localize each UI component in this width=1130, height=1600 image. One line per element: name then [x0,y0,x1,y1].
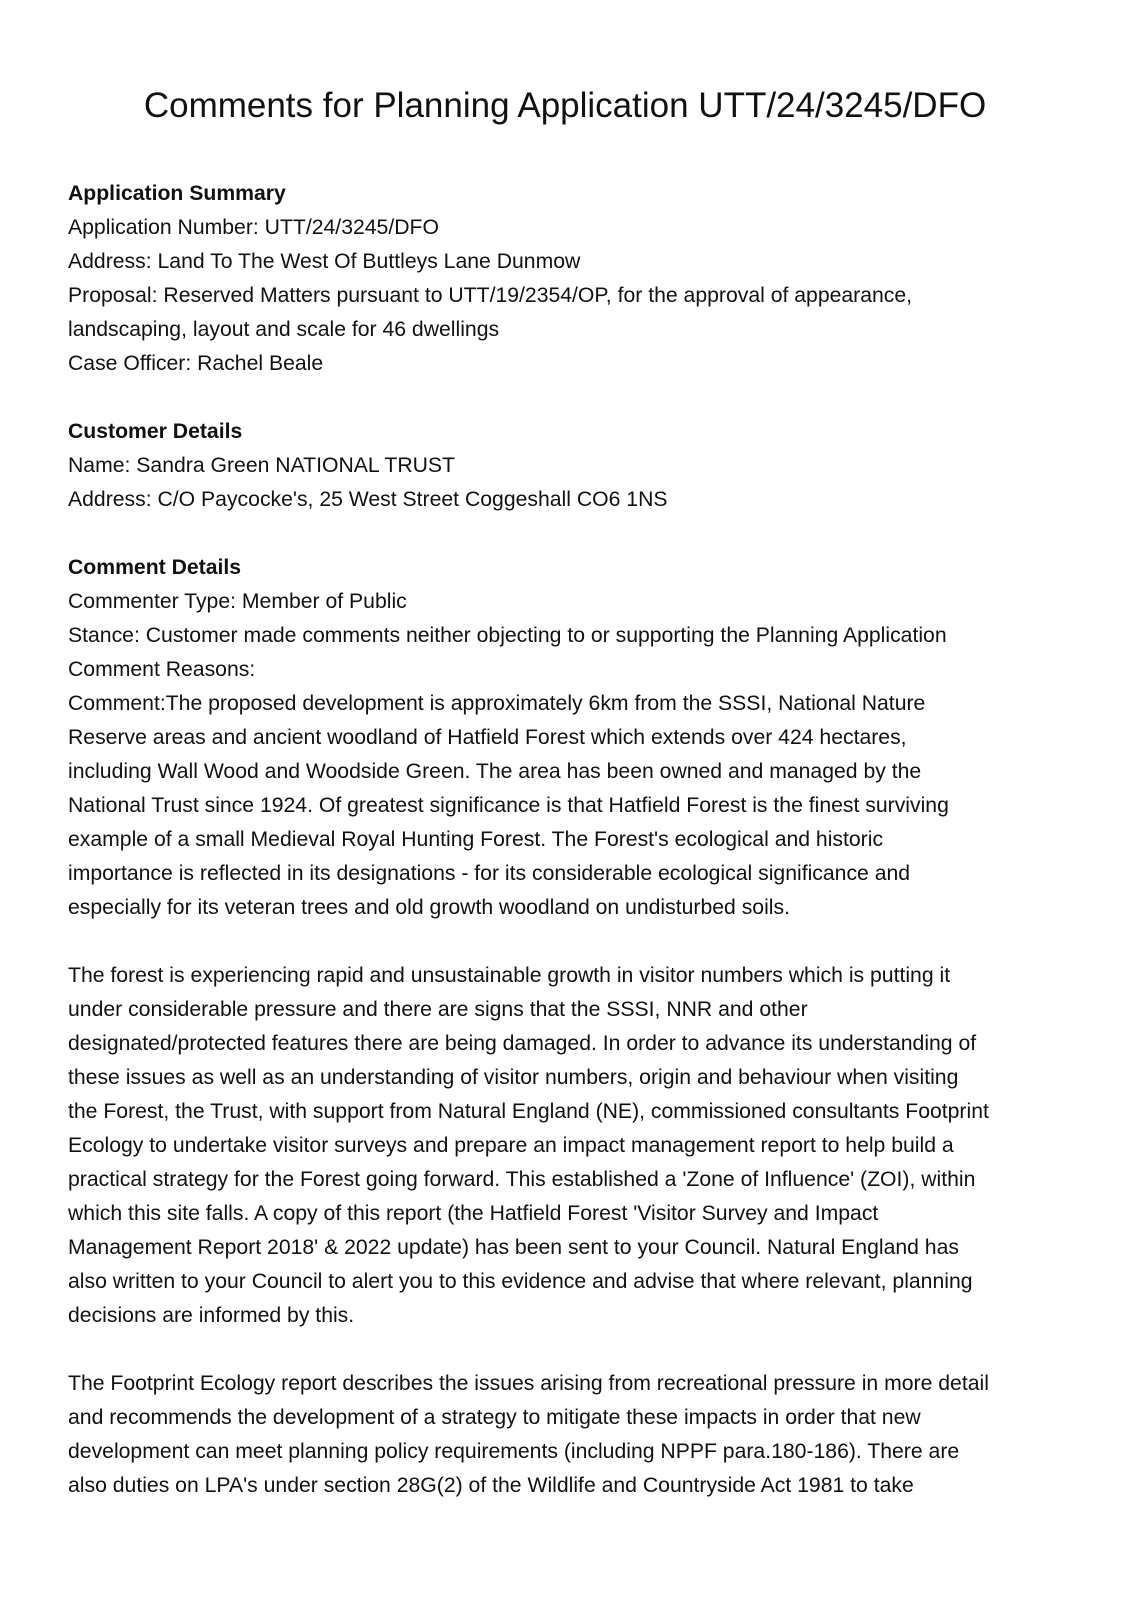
paragraph-line: The forest is experiencing rapid and unsustainable growth in visitor numbers which is putting it [68,964,951,987]
paragraph-line: Ecology to undertake visitor surveys and prepare an impact management report to help build a [68,1134,954,1157]
application-summary-heading: Application Summary [68,182,286,205]
paragraph-line: also written to your Council to alert you to this evidence and advise that where relevant, planning [68,1270,973,1293]
paragraph-line: example of a small Medieval Royal Hunting Forest. The Forest's ecological and historic [68,828,884,851]
paragraph-line: also duties on LPA's under section 28G(2) of the Wildlife and Countryside Act 1981 to take [68,1474,914,1497]
paragraph-line: the Forest, the Trust, with support from Natural England (NE), commissioned consultants Footprint [68,1100,989,1123]
comment-reasons: Comment Reasons: [68,658,256,681]
paragraph-line: Comment:The proposed development is approximately 6km from the SSSI, National Nature [68,692,926,715]
paragraph-line: National Trust since 1924. Of greatest significance is that Hatfield Forest is the finest surviving [68,794,949,817]
document-body [68,177,1068,1503]
stance: Stance: Customer made comments neither objecting to or supporting the Planning Application [68,624,947,647]
customer-name: Name: Sandra Green NATIONAL TRUST [68,454,455,477]
paragraph-line: especially for its veteran trees and old growth woodland on undisturbed soils. [68,896,790,919]
paragraph-line: designated/protected features there are being damaged. In order to advance its understanding of [68,1032,977,1055]
paragraph-line: including Wall Wood and Woodside Green. The area has been owned and managed by the [68,760,922,783]
paragraph-line: The Footprint Ecology report describes the issues arising from recreational pressure in more detail [68,1372,989,1395]
paragraph-line: under considerable pressure and there are signs that the SSSI, NNR and other [68,998,808,1021]
case-officer: Case Officer: Rachel Beale [68,352,324,375]
application-summary-section [68,177,1068,381]
customer-details-heading: Customer Details [68,420,243,443]
commenter-type: Commenter Type: Member of Public [68,590,407,613]
application-number: Application Number: UTT/24/3245/DFO [68,216,439,239]
paragraph-line: Reserve areas and ancient woodland of Hatfield Forest which extends over 424 hectares, [68,726,907,749]
paragraph-line: development can meet planning policy requirements (including NPPF para.180-186). There are [68,1440,960,1463]
customer-address: Address: C/O Paycocke's, 25 West Street Coggeshall CO6 1NS [68,488,668,511]
page-title: Comments for Planning Application UTT/24/3245/DFO [143,86,987,125]
proposal-line: Proposal: Reserved Matters pursuant to UTT/19/2354/OP, for the approval of appearance, [68,284,913,307]
customer-details-section [68,415,1068,517]
paragraph-line: Management Report 2018' & 2022 update) has been sent to your Council. Natural England has [68,1236,959,1259]
proposal-line: landscaping, layout and scale for 46 dwellings [68,318,500,341]
paragraph-line: decisions are informed by this. [68,1304,355,1327]
comment-paragraph-3 [68,1367,1068,1503]
paragraph-line: practical strategy for the Forest going forward. This established a 'Zone of Influence' (ZOI), within [68,1168,976,1191]
comment-details-section [68,551,1068,1503]
comment-details-heading: Comment Details [68,556,242,579]
comment-paragraph-1 [68,687,1068,925]
paragraph-line: and recommends the development of a strategy to mitigate these impacts in order that new [68,1406,921,1429]
application-address: Address: Land To The West Of Buttleys Lane Dunmow [68,250,581,273]
paragraph-line: importance is reflected in its designations - for its considerable ecological significance and [68,862,911,885]
paragraph-line: these issues as well as an understanding of visitor numbers, origin and behaviour when visiting [68,1066,959,1089]
paragraph-line: which this site falls. A copy of this report (the Hatfield Forest 'Visitor Survey and Impact [68,1202,879,1225]
comment-paragraph-2 [68,959,1068,1333]
